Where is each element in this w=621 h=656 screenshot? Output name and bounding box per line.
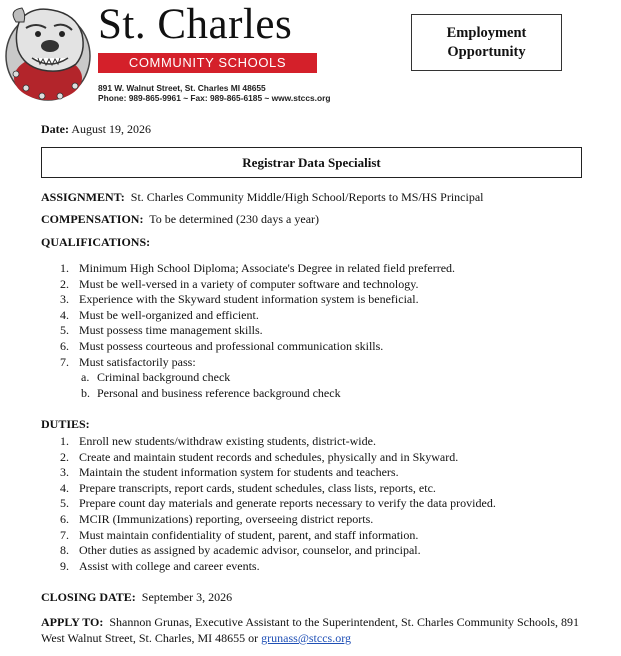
school-name: St. Charles [98,1,293,48]
qualification-subitem [41,370,586,386]
list-letter: a. [81,370,90,384]
qualification-text: Minimum High School Diploma; Associate's Degree in related field preferred. [79,261,456,275]
qualification-item [41,339,586,355]
duties-heading: DUTIES: [41,417,90,431]
school-address [98,83,398,103]
duty-item [41,450,586,466]
duty-item [41,512,586,528]
apply-to-line1: APPLY TO: Shannon Grunas, Executive Assistant to the Superintendent, St. Charles Community Schools, 891 [41,615,579,629]
duty-text: Prepare count day materials and generate reports necessary to verify the data provided. [79,496,496,511]
employment-opportunity-box [411,14,562,71]
list-number: 6. [60,339,69,353]
qualification-item [41,261,586,277]
job-title: Registrar Data Specialist [41,147,582,178]
list-number: 2. [60,276,69,291]
qualification-text: Experience with the Skyward student information system is beneficial. [79,292,419,307]
duty-text: MCIR (Immunizations) reporting, overseeing district reports. [79,512,374,526]
duty-item [41,528,586,544]
list-number: 7. [60,354,69,369]
qualification-subitem-text: Criminal background check [97,370,231,384]
duty-text: Create and maintain student records and schedules, physically and in Skyward. [79,449,459,464]
address-line: 891 W. Walnut Street, St. Charles MI 48655 [98,83,266,93]
qualifications-heading: QUALIFICATIONS: [41,235,151,249]
qualification-text: Must be well-organized and efficient. [79,307,259,322]
list-number: 1. [60,261,69,275]
qualification-subitem [41,386,586,402]
duty-text: Maintain the student information system for students and teachers. [79,465,399,480]
qualification-text: Must possess courteous and professional communication skills. [79,339,384,353]
qualification-item [41,323,586,339]
list-number: 2. [60,449,69,464]
duty-text: Other duties as assigned by academic advisor, counselor, and principal. [79,543,421,558]
list-number: 5. [60,323,69,338]
apply-to-line2: West Walnut Street, St. Charles, MI 48655 or grunass@stccs.org [41,631,351,645]
opportunity-label: Opportunity [447,43,526,60]
duty-item [41,559,586,575]
duty-text: Must maintain confidentiality of student, parent, and staff information. [79,527,419,542]
closing-date: CLOSING DATE: September 3, 2026 [41,590,233,604]
qualification-item [41,308,586,324]
duty-item [41,465,586,481]
list-number: 1. [60,434,69,448]
qualification-item [41,277,586,293]
list-number: 3. [60,465,69,480]
duty-text: Assist with college and career events. [79,558,260,573]
list-number: 6. [60,512,69,526]
list-number: 8. [60,543,69,558]
list-number: 9. [60,558,69,573]
list-letter: b. [81,385,90,400]
qualification-text: Must satisfactorily pass: [79,354,196,369]
duty-item [41,434,586,450]
assignment: ASSIGNMENT: St. Charles Community Middle/High School/Reports to MS/HS Principal [41,190,484,204]
list-number: 4. [60,480,69,495]
qualification-item [41,292,586,308]
posting-date: Date: August 19, 2026 [41,122,151,136]
duty-item [41,481,586,497]
phone-line: Phone: 989-865-9961 ~ Fax: 989-865-6185 ~ www.stccs.org [98,93,331,103]
qualification-subitem-text: Personal and business reference background check [97,385,341,400]
duty-text: Enroll new students/withdraw existing students, district-wide. [79,434,376,448]
list-number: 5. [60,496,69,511]
qualification-text: Must possess time management skills. [79,323,263,338]
employment-label: Employment [446,24,527,41]
duty-text: Prepare transcripts, report cards, student schedules, class lists, reports, etc. [79,480,436,495]
duty-item [41,543,586,559]
duty-item [41,496,586,512]
bulldog-logo [2,0,94,104]
qualification-text: Must be well-versed in a variety of computer software and technology. [79,276,419,291]
qualification-item [41,355,586,371]
list-number: 3. [60,292,69,307]
community-schools-banner: COMMUNITY SCHOOLS [98,53,317,73]
list-number: 7. [60,527,69,542]
list-number: 4. [60,307,69,322]
apply-email-link[interactable]: grunass@stccs.org [261,631,351,645]
compensation: COMPENSATION: To be determined (230 days a year) [41,212,320,226]
